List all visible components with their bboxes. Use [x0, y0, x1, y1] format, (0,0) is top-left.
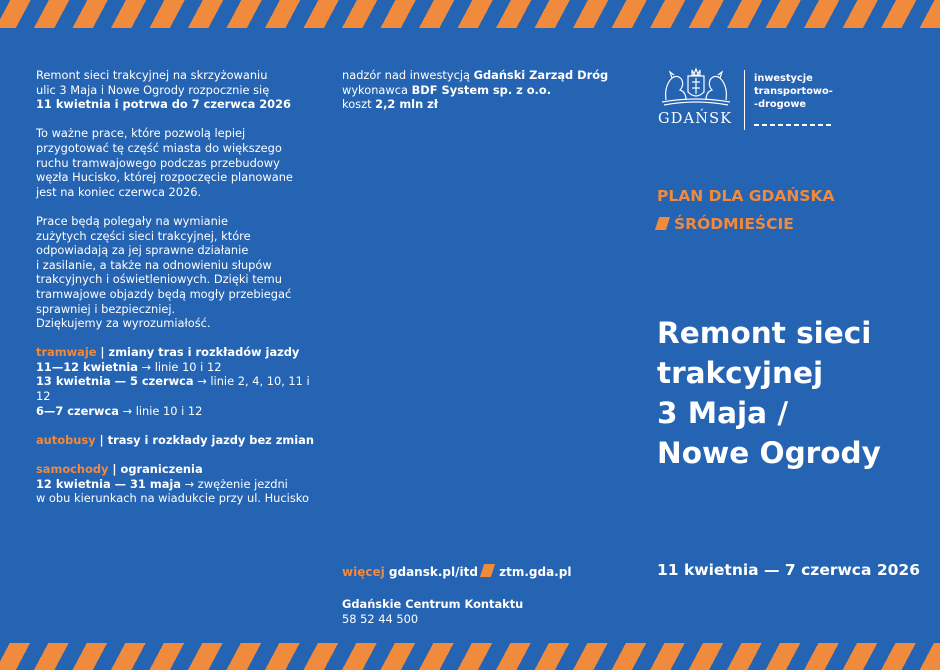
intro-paragraph: [36, 68, 326, 112]
cars-section: [36, 462, 326, 506]
cost-value: 2,2 mln zł: [375, 97, 439, 112]
contact-block: [342, 597, 523, 626]
bus-heading: | trasy i rozkłady jazdy bez zmian: [95, 432, 314, 447]
scope-paragraph: [36, 214, 326, 331]
district-heading: [657, 215, 794, 233]
logo-divider: [744, 70, 745, 130]
supervision-label: nadzór nad inwestycją: [342, 68, 474, 82]
title-line: Nowe Ogrody: [657, 436, 881, 470]
bus-label: autobusy: [36, 432, 96, 447]
contact-phone: 58 52 44 500: [342, 611, 419, 626]
logo-unit-line: inwestycje: [754, 73, 813, 84]
intro-line: ulic 3 Maja i Nowe Ogrody rozpocznie się: [36, 82, 270, 97]
logo-unit-line: transportowo-: [754, 86, 833, 97]
cars-when: 12 kwietnia — 31 maja: [36, 476, 181, 491]
intro-dates-line: 11 kwietnia i potrwa do 7 czerwca 2026: [36, 97, 291, 112]
paragraph-line: sprawniej i bezpieczniej.: [36, 301, 176, 316]
tram-row-when: 11—12 kwietnia: [36, 359, 138, 374]
tram-row-when: 13 kwietnia — 5 czerwca: [36, 374, 194, 389]
paragraph-line: To ważne prace, które pozwolą lepiej: [36, 126, 246, 141]
gdansk-logo: [656, 66, 846, 130]
tram-row-what: → linie 2, 4, 10, 11 i 12: [36, 374, 310, 404]
title-line: Remont sieci: [657, 316, 872, 350]
paragraph-line: Dziękujemy za wyrozumiałość.: [36, 316, 211, 331]
project-info: [342, 68, 632, 112]
cars-label: samochody: [36, 462, 109, 477]
cost-label: koszt: [342, 97, 376, 112]
cover-dates: [657, 561, 920, 579]
top-warning-stripe: [0, 0, 940, 28]
tram-row: [36, 360, 326, 375]
bus-section: [36, 433, 326, 448]
tram-row: [36, 404, 326, 419]
title-line: trakcyjnej: [657, 356, 824, 390]
paragraph-line: jest na koniec czerwca 2026.: [36, 184, 202, 199]
title-line: 3 Maja /: [657, 396, 789, 430]
tram-row: [36, 374, 326, 403]
plan-heading: PLAN DLA GDAŃSKA: [657, 187, 835, 205]
paragraph-line: trakcyjnych i oświetleniowych. Dzięki temu: [36, 272, 282, 287]
contact-name: Gdańskie Centrum Kontaktu: [342, 597, 524, 611]
gdansk-crest-icon: [658, 66, 734, 106]
tram-row-what: → linie 10 i 12: [137, 359, 222, 374]
link-gdansk[interactable]: gdansk.pl/itd: [388, 565, 478, 579]
paragraph-line: Prace będą polegały na wymianie: [36, 213, 228, 228]
cars-heading: | ograniczenia: [108, 462, 203, 477]
tram-row-when: 6—7 czerwca: [36, 403, 119, 418]
contractor-value: BDF System sp. z o.o.: [411, 82, 552, 97]
tram-heading: | zmiany tras i rozkładów jazdy: [96, 345, 300, 360]
paragraph-line: przygotować tę część miasta do większego: [36, 140, 282, 155]
slash-icon: [480, 564, 495, 577]
supervision-value: Gdański Zarząd Dróg: [473, 68, 609, 82]
tram-row-what: → linie 10 i 12: [118, 403, 203, 418]
cars-line2: w obu kierunkach na wiadukcie przy ul. Hucisko: [36, 491, 309, 506]
purpose-paragraph: [36, 126, 326, 199]
paragraph-line: ruchu tramwajowego podczas przebudowy: [36, 155, 280, 170]
paragraph-line: odpowiadają za jej sprawne działanie: [36, 243, 249, 258]
intro-line: Remont sieci trakcyjnej na skrzyżowaniu: [36, 68, 268, 82]
paragraph-line: i zasilanie, a także na odnowieniu słupów: [36, 257, 272, 272]
slash-icon: [655, 217, 670, 230]
logo-city-name: GDAŃSK: [658, 111, 733, 127]
bottom-warning-stripe: [0, 643, 940, 670]
left-column: [36, 68, 326, 520]
contractor-label: wykonawca: [342, 82, 412, 97]
tram-section: [36, 345, 326, 418]
more-links: [342, 564, 571, 579]
paragraph-line: zużytych części sieci trakcyjnej, które: [36, 228, 251, 243]
paragraph-line: tramwajowe objazdy będą mogły przebiegać: [36, 286, 292, 301]
cover-title: [657, 313, 927, 473]
link-ztm[interactable]: ztm.gda.pl: [499, 565, 572, 579]
district-name: ŚRÓDMIEŚCIE: [674, 215, 794, 233]
logo-unit: [754, 72, 833, 111]
paragraph-line: węzła Hucisko, której rozpoczęcie planowane: [36, 170, 293, 185]
tram-label: tramwaje: [36, 345, 97, 360]
cars-what: → zwężenie jezdni: [180, 476, 288, 491]
logo-unit-underline: [754, 124, 832, 126]
dates-text: 11 kwietnia — 7 czerwca 2026: [657, 561, 920, 579]
more-label: więcej: [342, 565, 385, 579]
logo-unit-line: -drogowe: [754, 99, 807, 110]
